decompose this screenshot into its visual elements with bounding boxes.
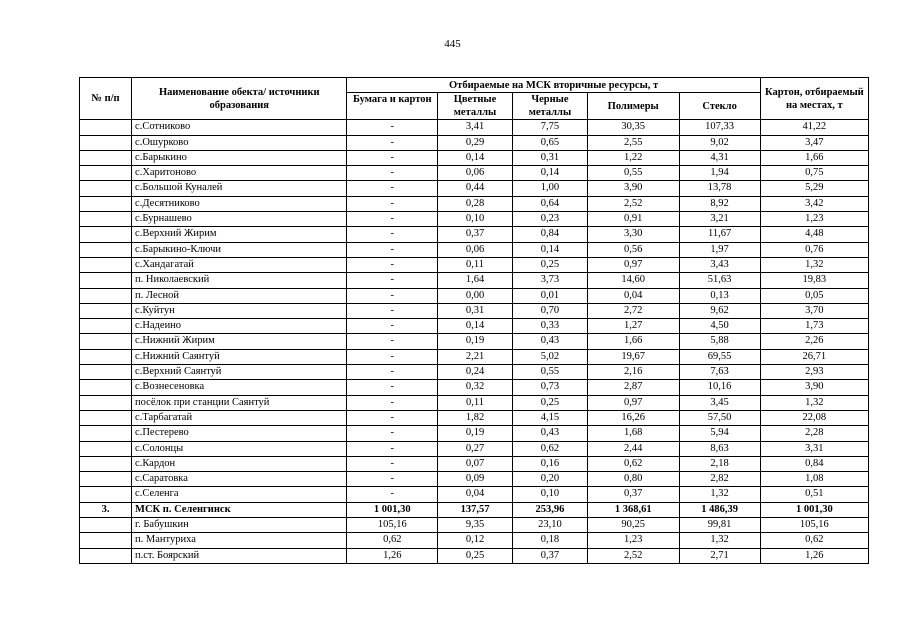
cell-color-metal: 137,57 xyxy=(438,502,513,517)
cell-name: г. Бабушкин xyxy=(132,518,347,533)
cell-carton: 0,76 xyxy=(760,242,868,257)
cell-paper: - xyxy=(347,426,438,441)
cell-carton: 3,70 xyxy=(760,303,868,318)
cell-num xyxy=(80,518,132,533)
page-number: 445 xyxy=(444,38,461,50)
cell-carton: 2,28 xyxy=(760,426,868,441)
cell-num xyxy=(80,196,132,211)
cell-carton: 3,47 xyxy=(760,135,868,150)
cell-name: с.Куйтун xyxy=(132,303,347,318)
table-row xyxy=(80,502,869,517)
cell-name: с.Сотниково xyxy=(132,120,347,135)
cell-black-metal: 0,73 xyxy=(512,380,587,395)
table-row xyxy=(80,303,869,318)
cell-polymers: 30,35 xyxy=(587,120,679,135)
cell-color-metal: 1,82 xyxy=(438,410,513,425)
cell-polymers: 0,55 xyxy=(587,166,679,181)
cell-color-metal: 0,11 xyxy=(438,257,513,272)
cell-polymers: 0,37 xyxy=(587,487,679,502)
cell-polymers: 0,04 xyxy=(587,288,679,303)
cell-polymers: 0,62 xyxy=(587,456,679,471)
cell-polymers: 3,90 xyxy=(587,181,679,196)
cell-color-metal: 0,14 xyxy=(438,150,513,165)
cell-polymers: 2,87 xyxy=(587,380,679,395)
cell-glass: 3,43 xyxy=(679,257,760,272)
table-row xyxy=(80,349,869,364)
cell-glass: 0,13 xyxy=(679,288,760,303)
cell-num xyxy=(80,227,132,242)
table-row xyxy=(80,365,869,380)
table-row xyxy=(80,472,869,487)
cell-polymers: 16,26 xyxy=(587,410,679,425)
cell-black-metal: 0,25 xyxy=(512,257,587,272)
cell-num xyxy=(80,487,132,502)
cell-num xyxy=(80,349,132,364)
cell-black-metal: 0,70 xyxy=(512,303,587,318)
cell-black-metal: 0,62 xyxy=(512,441,587,456)
cell-black-metal: 0,84 xyxy=(512,227,587,242)
cell-name: с.Пестерево xyxy=(132,426,347,441)
cell-paper: 1,26 xyxy=(347,548,438,563)
cell-num xyxy=(80,380,132,395)
cell-color-metal: 0,25 xyxy=(438,548,513,563)
cell-glass: 9,02 xyxy=(679,135,760,150)
cell-name: с.Тарбагатай xyxy=(132,410,347,425)
cell-name: с.Нижний Жирим xyxy=(132,334,347,349)
cell-paper: - xyxy=(347,410,438,425)
table-row xyxy=(80,181,869,196)
cell-paper: - xyxy=(347,472,438,487)
cell-paper: 0,62 xyxy=(347,533,438,548)
cell-polymers: 1,66 xyxy=(587,334,679,349)
cell-color-metal: 1,64 xyxy=(438,273,513,288)
cell-black-metal: 0,20 xyxy=(512,472,587,487)
cell-paper: - xyxy=(347,227,438,242)
table-row xyxy=(80,533,869,548)
cell-glass: 1,32 xyxy=(679,487,760,502)
cell-paper: - xyxy=(347,288,438,303)
cell-paper: - xyxy=(347,395,438,410)
cell-num xyxy=(80,273,132,288)
cell-name: с.Бурнашево xyxy=(132,212,347,227)
cell-num xyxy=(80,212,132,227)
cell-black-metal: 0,14 xyxy=(512,166,587,181)
cell-num xyxy=(80,548,132,563)
cell-name: МСК п. Селенгинск xyxy=(132,502,347,517)
cell-black-metal: 0,16 xyxy=(512,456,587,471)
cell-carton: 2,93 xyxy=(760,365,868,380)
cell-color-metal: 3,41 xyxy=(438,120,513,135)
cell-color-metal: 0,12 xyxy=(438,533,513,548)
table-row xyxy=(80,288,869,303)
cell-black-metal: 0,31 xyxy=(512,150,587,165)
cell-glass: 2,18 xyxy=(679,456,760,471)
cell-carton: 2,26 xyxy=(760,334,868,349)
cell-color-metal: 0,27 xyxy=(438,441,513,456)
table-row xyxy=(80,257,869,272)
cell-polymers: 2,72 xyxy=(587,303,679,318)
cell-color-metal: 0,14 xyxy=(438,319,513,334)
cell-paper: - xyxy=(347,212,438,227)
table-row xyxy=(80,135,869,150)
cell-name: с.Ошурково xyxy=(132,135,347,150)
cell-num xyxy=(80,135,132,150)
cell-carton: 1,08 xyxy=(760,472,868,487)
cell-polymers: 1 368,61 xyxy=(587,502,679,517)
header-group: Отбираемые на МСК вторичные ресурсы, т xyxy=(347,78,760,93)
cell-black-metal: 0,14 xyxy=(512,242,587,257)
table-row xyxy=(80,380,869,395)
cell-polymers: 1,68 xyxy=(587,426,679,441)
table-row xyxy=(80,319,869,334)
cell-glass: 10,16 xyxy=(679,380,760,395)
cell-name: п. Лесной xyxy=(132,288,347,303)
table-row xyxy=(80,273,869,288)
cell-name: с.Кардон xyxy=(132,456,347,471)
cell-polymers: 19,67 xyxy=(587,349,679,364)
cell-color-metal: 0,11 xyxy=(438,395,513,410)
cell-paper: - xyxy=(347,441,438,456)
cell-color-metal: 0,00 xyxy=(438,288,513,303)
cell-polymers: 1,22 xyxy=(587,150,679,165)
table-row xyxy=(80,456,869,471)
cell-num xyxy=(80,426,132,441)
table-row xyxy=(80,334,869,349)
cell-num xyxy=(80,303,132,318)
table-row xyxy=(80,548,869,563)
cell-color-metal: 9,35 xyxy=(438,518,513,533)
cell-polymers: 2,52 xyxy=(587,548,679,563)
cell-carton: 4,48 xyxy=(760,227,868,242)
cell-num xyxy=(80,166,132,181)
cell-glass: 8,92 xyxy=(679,196,760,211)
cell-paper: - xyxy=(347,120,438,135)
cell-glass: 8,63 xyxy=(679,441,760,456)
cell-carton: 22,08 xyxy=(760,410,868,425)
cell-black-metal: 0,25 xyxy=(512,395,587,410)
cell-polymers: 0,91 xyxy=(587,212,679,227)
cell-glass: 1,32 xyxy=(679,533,760,548)
cell-paper: - xyxy=(347,319,438,334)
cell-num xyxy=(80,441,132,456)
cell-glass: 3,21 xyxy=(679,212,760,227)
cell-carton: 0,05 xyxy=(760,288,868,303)
cell-paper: - xyxy=(347,196,438,211)
cell-glass: 7,63 xyxy=(679,365,760,380)
table-row xyxy=(80,441,869,456)
cell-num xyxy=(80,120,132,135)
table-body xyxy=(80,120,869,564)
cell-paper: - xyxy=(347,150,438,165)
cell-name: с.Солонцы xyxy=(132,441,347,456)
cell-polymers: 0,97 xyxy=(587,257,679,272)
cell-name: п. Мантуриха xyxy=(132,533,347,548)
cell-glass: 1 486,39 xyxy=(679,502,760,517)
cell-num xyxy=(80,395,132,410)
cell-glass: 2,71 xyxy=(679,548,760,563)
cell-color-metal: 0,29 xyxy=(438,135,513,150)
cell-name: с.Верхний Жирим xyxy=(132,227,347,242)
cell-carton: 1,23 xyxy=(760,212,868,227)
cell-black-metal: 0,23 xyxy=(512,212,587,227)
cell-color-metal: 0,28 xyxy=(438,196,513,211)
cell-glass: 1,97 xyxy=(679,242,760,257)
cell-carton: 1 001,30 xyxy=(760,502,868,517)
header-glass: Стекло xyxy=(679,93,760,120)
cell-paper: - xyxy=(347,135,438,150)
cell-black-metal: 4,15 xyxy=(512,410,587,425)
cell-name: с.Хандагатай xyxy=(132,257,347,272)
cell-polymers: 3,30 xyxy=(587,227,679,242)
cell-black-metal: 7,75 xyxy=(512,120,587,135)
header-carton-local: Картон, отбираемый на местах, т xyxy=(760,78,868,120)
cell-color-metal: 0,06 xyxy=(438,166,513,181)
cell-color-metal: 0,10 xyxy=(438,212,513,227)
cell-carton: 0,62 xyxy=(760,533,868,548)
cell-black-metal: 0,33 xyxy=(512,319,587,334)
cell-paper: - xyxy=(347,242,438,257)
cell-carton: 0,51 xyxy=(760,487,868,502)
cell-carton: 1,66 xyxy=(760,150,868,165)
cell-polymers: 0,97 xyxy=(587,395,679,410)
cell-black-metal: 0,43 xyxy=(512,426,587,441)
cell-glass: 1,94 xyxy=(679,166,760,181)
cell-polymers: 0,80 xyxy=(587,472,679,487)
table-row xyxy=(80,227,869,242)
table-row xyxy=(80,242,869,257)
cell-black-metal: 0,65 xyxy=(512,135,587,150)
cell-polymers: 1,27 xyxy=(587,319,679,334)
cell-glass: 4,31 xyxy=(679,150,760,165)
cell-carton: 3,31 xyxy=(760,441,868,456)
cell-polymers: 2,55 xyxy=(587,135,679,150)
cell-glass: 4,50 xyxy=(679,319,760,334)
cell-name: с.Нижний Саянтуй xyxy=(132,349,347,364)
cell-black-metal: 5,02 xyxy=(512,349,587,364)
cell-paper: - xyxy=(347,349,438,364)
cell-num: 3. xyxy=(80,502,132,517)
table-row xyxy=(80,120,869,135)
cell-carton: 1,32 xyxy=(760,395,868,410)
header-polymers: Полимеры xyxy=(587,93,679,120)
cell-paper: - xyxy=(347,487,438,502)
table-row xyxy=(80,212,869,227)
table-row xyxy=(80,196,869,211)
cell-num xyxy=(80,456,132,471)
cell-carton: 3,90 xyxy=(760,380,868,395)
cell-num xyxy=(80,533,132,548)
cell-carton: 0,84 xyxy=(760,456,868,471)
cell-color-metal: 0,44 xyxy=(438,181,513,196)
table-row xyxy=(80,518,869,533)
cell-paper: - xyxy=(347,273,438,288)
cell-name: с.Вознесеновка xyxy=(132,380,347,395)
table-row xyxy=(80,395,869,410)
cell-paper: - xyxy=(347,334,438,349)
cell-num xyxy=(80,181,132,196)
cell-paper: 1 001,30 xyxy=(347,502,438,517)
cell-paper: - xyxy=(347,456,438,471)
cell-color-metal: 0,24 xyxy=(438,365,513,380)
cell-black-metal: 0,01 xyxy=(512,288,587,303)
cell-paper: - xyxy=(347,380,438,395)
cell-color-metal: 0,09 xyxy=(438,472,513,487)
cell-glass: 99,81 xyxy=(679,518,760,533)
cell-polymers: 90,25 xyxy=(587,518,679,533)
cell-num xyxy=(80,472,132,487)
cell-paper: - xyxy=(347,181,438,196)
cell-name: с.Барыкино-Ключи xyxy=(132,242,347,257)
cell-color-metal: 0,04 xyxy=(438,487,513,502)
cell-carton: 1,26 xyxy=(760,548,868,563)
header-paper: Бумага и картон xyxy=(347,93,438,120)
header-black-metal: Черные металлы xyxy=(512,93,587,120)
cell-num xyxy=(80,319,132,334)
cell-paper: - xyxy=(347,257,438,272)
cell-black-metal: 0,10 xyxy=(512,487,587,502)
cell-name: с.Надеино xyxy=(132,319,347,334)
header-num: № п/п xyxy=(80,78,132,120)
cell-num xyxy=(80,410,132,425)
table-row xyxy=(80,166,869,181)
cell-glass: 5,94 xyxy=(679,426,760,441)
cell-black-metal: 0,64 xyxy=(512,196,587,211)
cell-color-metal: 0,07 xyxy=(438,456,513,471)
cell-name: с.Селенга xyxy=(132,487,347,502)
table-row xyxy=(80,426,869,441)
cell-carton: 5,29 xyxy=(760,181,868,196)
cell-num xyxy=(80,365,132,380)
cell-color-metal: 0,31 xyxy=(438,303,513,318)
cell-carton: 1,32 xyxy=(760,257,868,272)
cell-glass: 9,62 xyxy=(679,303,760,318)
cell-carton: 1,73 xyxy=(760,319,868,334)
cell-glass: 5,88 xyxy=(679,334,760,349)
cell-polymers: 1,23 xyxy=(587,533,679,548)
cell-black-metal: 0,43 xyxy=(512,334,587,349)
cell-carton: 26,71 xyxy=(760,349,868,364)
cell-num xyxy=(80,334,132,349)
table-row xyxy=(80,487,869,502)
cell-carton: 105,16 xyxy=(760,518,868,533)
cell-glass: 3,45 xyxy=(679,395,760,410)
cell-color-metal: 2,21 xyxy=(438,349,513,364)
cell-name: с.Барыкино xyxy=(132,150,347,165)
cell-black-metal: 0,37 xyxy=(512,548,587,563)
cell-name: с.Десятниково xyxy=(132,196,347,211)
cell-num xyxy=(80,288,132,303)
cell-color-metal: 0,06 xyxy=(438,242,513,257)
cell-black-metal: 253,96 xyxy=(512,502,587,517)
cell-carton: 3,42 xyxy=(760,196,868,211)
cell-color-metal: 0,32 xyxy=(438,380,513,395)
cell-color-metal: 0,19 xyxy=(438,426,513,441)
cell-name: с.Верхний Саянтуй xyxy=(132,365,347,380)
header-name: Наименование обекта/ источники образования xyxy=(132,78,347,120)
cell-name: посёлок при станции Саянтуй xyxy=(132,395,347,410)
cell-glass: 51,63 xyxy=(679,273,760,288)
cell-paper: - xyxy=(347,365,438,380)
cell-glass: 2,82 xyxy=(679,472,760,487)
cell-black-metal: 1,00 xyxy=(512,181,587,196)
cell-polymers: 14,60 xyxy=(587,273,679,288)
cell-color-metal: 0,37 xyxy=(438,227,513,242)
cell-carton: 0,75 xyxy=(760,166,868,181)
cell-name: с.Харитоново xyxy=(132,166,347,181)
cell-paper: - xyxy=(347,166,438,181)
cell-color-metal: 0,19 xyxy=(438,334,513,349)
cell-black-metal: 23,10 xyxy=(512,518,587,533)
cell-paper: 105,16 xyxy=(347,518,438,533)
cell-carton: 41,22 xyxy=(760,120,868,135)
cell-black-metal: 3,73 xyxy=(512,273,587,288)
cell-glass: 69,55 xyxy=(679,349,760,364)
cell-paper: - xyxy=(347,303,438,318)
header-color-metal: Цветные металлы xyxy=(438,93,513,120)
cell-name: с.Саратовка xyxy=(132,472,347,487)
cell-glass: 13,78 xyxy=(679,181,760,196)
cell-polymers: 2,44 xyxy=(587,441,679,456)
cell-black-metal: 0,55 xyxy=(512,365,587,380)
cell-black-metal: 0,18 xyxy=(512,533,587,548)
cell-carton: 19,83 xyxy=(760,273,868,288)
cell-name: п. Николаевский xyxy=(132,273,347,288)
waste-resources-table xyxy=(79,77,869,564)
cell-glass: 11,67 xyxy=(679,227,760,242)
cell-name: с.Большой Куналей xyxy=(132,181,347,196)
table-row xyxy=(80,150,869,165)
table-row xyxy=(80,410,869,425)
cell-num xyxy=(80,242,132,257)
cell-num xyxy=(80,257,132,272)
cell-polymers: 2,16 xyxy=(587,365,679,380)
cell-glass: 107,33 xyxy=(679,120,760,135)
cell-num xyxy=(80,150,132,165)
cell-polymers: 2,52 xyxy=(587,196,679,211)
cell-polymers: 0,56 xyxy=(587,242,679,257)
cell-name: п.ст. Боярский xyxy=(132,548,347,563)
cell-glass: 57,50 xyxy=(679,410,760,425)
